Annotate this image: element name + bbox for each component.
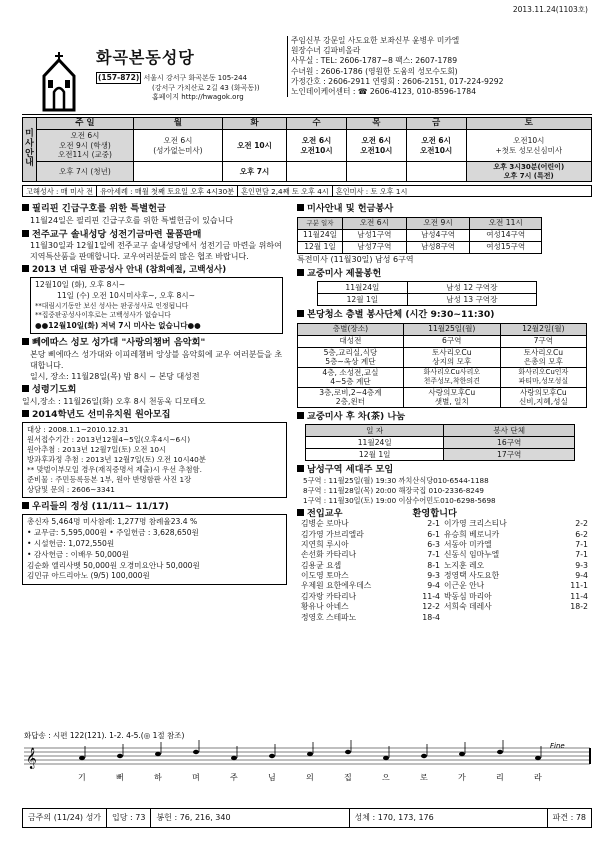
- table-cell: 여성14구역: [470, 229, 542, 241]
- lyric-syllable: 리: [496, 773, 504, 782]
- note-head: [155, 752, 161, 756]
- heading-text: 교중미사 후 차(茶) 나눔: [307, 410, 406, 422]
- care-phone: 가정간호 : 2606-2911 연령회 : 2606-2151, 017-224-9292: [291, 76, 504, 86]
- box-line: 총신자 5,464명 미사참례: 1,277명 참례율23.4 %: [27, 517, 198, 527]
- box-line: 11일 (수) 오전 10시미사후~, 오후 8시~: [57, 290, 195, 300]
- box-line: 김순화 엘리사벳 50,000원 오경미요안나 50,000원: [27, 560, 200, 570]
- newcomer-row: [301, 530, 588, 540]
- day-saturday: 토: [466, 118, 591, 130]
- table-cell: 5층,교리실,식당 5층~옥상 계단: [298, 347, 404, 367]
- lyric-syllable: 하: [154, 773, 162, 782]
- church-logo-icon: [40, 50, 78, 112]
- newcomer-district: 2-1: [427, 519, 440, 529]
- newcomer-row: [301, 519, 588, 529]
- box-line: 방과후과정 추첨 : 2013년 12월7일(토) 오전 10시40분: [27, 455, 206, 465]
- note-head: [345, 750, 351, 754]
- table-cell: 토사리오Cu 상지의 모후: [403, 347, 500, 367]
- box-line: 원서접수기간 : 2013년12월4~5일(오후4시~6시): [27, 435, 191, 445]
- note-head: [307, 752, 313, 756]
- marriage-interview-info: 혼인면담 2,4째 토 오후 4시: [238, 186, 333, 196]
- heading-text: 본당청소 층별 봉사단체 (시간 9:30~11:30): [307, 309, 495, 321]
- table-cell: 12월 1일: [318, 294, 408, 306]
- table-cell: 11월24일: [306, 437, 444, 449]
- newcomer-name: 서희숙 데레사: [444, 602, 492, 612]
- day-friday: 금: [406, 118, 466, 130]
- sacrament-bar: [22, 185, 592, 197]
- day-sunday: 주 일: [37, 118, 134, 130]
- box-line: 원아추첨 : 2013년 12월7일(토) 오전 10시: [27, 445, 167, 455]
- table-cell: 토사리오Cu 은총의 모후: [500, 347, 586, 367]
- table-cell: 7구역: [500, 335, 586, 347]
- section-heading: [297, 309, 592, 321]
- newcomer-name: 이근운 안나: [444, 581, 485, 591]
- newcomer-row: [301, 550, 588, 560]
- table-cell: 16구역: [444, 437, 575, 449]
- lyric-syllable: 뻐: [116, 773, 124, 782]
- newcomer-name: 신동식 임마누엘: [444, 550, 500, 560]
- mass-schedule-table: [22, 117, 592, 182]
- newcomer-district: 6-2: [575, 529, 588, 539]
- sched-cell: [346, 162, 406, 182]
- heading-text: 교중미사 제물봉헌: [307, 267, 382, 279]
- gift-offering-table: [317, 281, 537, 306]
- section-heading: [297, 203, 592, 215]
- section-text: 일시, 장소: 11월28일(목) 밤 8시 ~ 본당 대성전: [30, 372, 200, 382]
- table-cell: 여성15구역: [470, 241, 542, 253]
- psalm-label: 화답송 : 시편 122(121). 1-2. 4-5.(◎ 1절 참조): [24, 731, 185, 740]
- psalm-score: [22, 728, 592, 798]
- table-cell: 남성7구역: [343, 241, 407, 253]
- newcomer-row: [301, 592, 588, 602]
- table-cell: 남성 12 구역장: [407, 282, 536, 294]
- table-cell: 남성 13 구역장: [407, 294, 536, 306]
- col-header: 오전 6시: [343, 217, 407, 229]
- box-line: ●●12월10일(화) 저녁 7시 미사는 없습니다●●: [35, 320, 201, 330]
- cleaning-table: [297, 323, 587, 408]
- table-cell: 화사리오Cu인자 파티마,성모성실: [500, 367, 586, 387]
- staff-sister: 원장수녀 김파비올라: [291, 46, 361, 56]
- note-head: [421, 754, 427, 758]
- newcomer-row: [301, 581, 588, 591]
- newcomer-name: 김자랑 카타리나: [301, 591, 357, 601]
- box-line: 준비물 : 주민등록등본 1부, 원아 반명함판 사진 1장: [27, 475, 192, 485]
- church-address: [96, 72, 260, 102]
- staff-info: [287, 36, 591, 97]
- heading-text: 2014학년도 선미유치원 원아모집: [32, 408, 171, 420]
- section-heading: [22, 501, 287, 513]
- box-line: **대림시기동안 보신 성사는 판공성사로 인정됩니다: [35, 301, 189, 310]
- note-head: [193, 750, 199, 754]
- hymn-entrance: 입당 : 73: [107, 809, 151, 827]
- col-header: 일 자: [306, 425, 444, 437]
- table-cell: 화사리오Cu사리오 천주성모,착한의견: [403, 367, 500, 387]
- section-heading: [22, 384, 287, 396]
- newcomer-name: 유승희 베로니카: [444, 529, 500, 539]
- newcomer-name: 지연희 루시아: [301, 540, 349, 550]
- col-header: 봉사 단체: [444, 425, 575, 437]
- meeting-line: 1구역 : 11월30일(토) 19:00 이삼수어민도010-6298-5698: [303, 495, 496, 505]
- newcomer-name: 정영택 사도요한: [444, 571, 500, 581]
- note-head: [535, 756, 541, 760]
- table-cell: 6구역: [403, 335, 500, 347]
- newcomer-name: 노지훈 레오: [444, 560, 485, 570]
- section-heading: [22, 337, 287, 349]
- sched-cell: 오후 7시 (청년): [37, 162, 134, 182]
- table-cell: 남성8구역: [406, 241, 470, 253]
- heading-text: 우리들의 정성 (11/11~ 11/17): [32, 500, 169, 512]
- newcomer-district: 18-2: [570, 602, 588, 612]
- note-head: [231, 756, 237, 760]
- lyric-syllable: 며: [192, 773, 200, 782]
- newcomer-district: 11-4: [422, 591, 440, 601]
- note-head: [117, 754, 123, 758]
- newcomer-row: [301, 602, 588, 612]
- heading-text: 미사안내 및 헌금봉사: [307, 203, 394, 214]
- box-line: ** 맞벌이부모일 경우(재직증명서 제출)시 우선 추첨함.: [27, 465, 202, 475]
- hymn-communion: 성체 : 170, 173, 176: [350, 809, 548, 827]
- header-divider: [22, 114, 592, 115]
- table-cell: 11월24일: [298, 229, 343, 241]
- heading-text: 남성구역 세대주 모임: [307, 464, 394, 476]
- section-heading: [22, 265, 287, 276]
- hymn-title: 금주의 (11/24) 성가: [23, 809, 107, 827]
- lyrics-row: [78, 740, 542, 782]
- newcomer-district: 18-4: [422, 612, 440, 622]
- newcomer-list: [297, 519, 592, 623]
- note-head: [79, 756, 85, 760]
- welcome-text: 환영합니다: [412, 507, 457, 519]
- box-line: 12월10일 (화), 오후 8시~: [35, 280, 126, 290]
- box-line: • 교무금: 5,595,000원 • 주일헌금 : 3,628,650원: [27, 528, 199, 538]
- sched-cell: [287, 162, 347, 182]
- sched-cell: 오전 6시 (성가없는미사): [133, 130, 222, 162]
- table-cell: 대성전: [298, 335, 404, 347]
- lyric-syllable: 의: [306, 773, 314, 782]
- kindergarten-box: [22, 422, 287, 497]
- newcomer-district: 8-1: [427, 560, 440, 570]
- table-cell: 11월24일: [318, 282, 408, 294]
- note-head: [459, 752, 465, 756]
- baptism-info: 유아세례 : 매월 첫째 토요일 오후 4시30분: [97, 186, 238, 196]
- newcomer-district: [558, 613, 588, 623]
- newcomer-district: 12-2: [422, 602, 440, 612]
- day-tuesday: 화: [222, 118, 286, 130]
- newcomer-name: 김병순 로마나: [301, 519, 349, 529]
- lyric-syllable: 로: [420, 773, 428, 782]
- lyric-syllable: 님: [268, 773, 276, 782]
- heading-text: 뻬에따스 성모 성가대 "사랑의챔버 음악회": [32, 337, 206, 349]
- box-line: **집중판공성사이후로는 고백성사가 없습니다: [35, 311, 171, 320]
- address-line-1: 서울시 강서구 화곡본동 105-244: [143, 74, 248, 82]
- newcomer-name: 박동심 마리아: [444, 591, 492, 601]
- table-cell: 12월 1일: [298, 241, 343, 253]
- convent-phone: 수녀원 : 2606-1786 (영원한 도움의 성모수도회): [291, 66, 458, 76]
- newcomer-name: [444, 613, 554, 623]
- lyric-syllable: 가: [458, 773, 466, 782]
- section-heading: [22, 229, 287, 241]
- newcomer-district: 9-3: [427, 571, 440, 581]
- offering-box: [22, 514, 287, 585]
- table-cell: 3층,로비,2~4층계 2층,왼터: [298, 387, 404, 407]
- box-line: • 감사헌금 : 이배우 50,000원: [27, 549, 129, 559]
- hymn-offertory: 봉헌 : 76, 216, 340: [151, 809, 349, 827]
- hymn-footer: [22, 808, 592, 828]
- section-heading: [297, 411, 592, 423]
- sched-cell: 오전 6시 오전10시: [346, 130, 406, 162]
- mass-offering-table: [297, 217, 542, 254]
- table-cell: 사랑의모후Cu 신비,지혜,성실: [500, 387, 586, 407]
- sched-cell: 오전 6시 오전10시: [287, 130, 347, 162]
- newcomer-name: 이가영 크리스티나: [444, 519, 507, 529]
- homepage-link[interactable]: 홈페이지 http://hwagok.org: [152, 92, 244, 101]
- confession-box: [30, 277, 283, 334]
- issue-date: 2013.11.24(1103호): [512, 5, 588, 14]
- newcomer-name: 황유나 아녜스: [301, 602, 349, 612]
- box-line: 김민규 아드리아노 (9/5) 100,000원: [27, 571, 150, 581]
- staff-priests: 주임신부 강문일 사도요한 보좌신부 윤병우 미카엘: [291, 36, 460, 45]
- heading-text: 전입교우: [307, 507, 343, 519]
- tea-table: [305, 424, 575, 461]
- newcomer-district: 11-4: [570, 591, 588, 601]
- section-heading: [297, 464, 592, 476]
- wedding-mass-info: 혼인미사 : 토 오후 1시: [335, 187, 408, 196]
- treble-clef-icon: 𝄞: [26, 748, 37, 769]
- newcomer-name: 정영호 스테파노: [301, 612, 357, 622]
- heading-text: 2013 년 대림 판공성사 안내 (참회예절, 고백성사): [32, 264, 227, 275]
- newcomer-name: 이도영 토마스: [301, 571, 349, 581]
- newcomer-row: [301, 561, 588, 571]
- section-text: 일시,장소 : 11월26일(화) 오후 8시 천동욱 디모테오: [22, 396, 206, 406]
- newcomer-district: 9-4: [427, 581, 440, 591]
- col-header: 구분 일자: [298, 217, 343, 229]
- right-column: [297, 203, 592, 623]
- newcomer-district: 6-1: [427, 529, 440, 539]
- section-text: 11월24일은 필리핀 긴급구호를 위한 특별헌금이 있습니다: [30, 215, 234, 225]
- lyric-syllable: 집: [344, 773, 352, 782]
- day-monday: 월: [133, 118, 222, 130]
- day-wednesday: 수: [287, 118, 347, 130]
- newcomer-row: [301, 613, 588, 623]
- daycare-phone: 노인데이케어센터 : ☎ 2606-4123, 010-8596-1784: [291, 87, 477, 97]
- newcomer-district: 9-4: [575, 571, 588, 581]
- section-heading: [297, 268, 592, 280]
- newcomer-district: 2-2: [575, 519, 588, 529]
- table-cell: 17구역: [444, 449, 575, 461]
- table-cell: 남성1구역: [343, 229, 407, 241]
- newcomer-district: 9-3: [575, 560, 588, 570]
- postcode: (157-872): [98, 73, 140, 82]
- col-header: 11월25일(월): [403, 323, 500, 335]
- sched-cell: 오후 7시: [222, 162, 286, 182]
- fine-mark: Fine: [550, 742, 565, 750]
- heading-text: 성령기도회: [32, 384, 77, 396]
- table-cell: 사랑의모후Cu 샛별, 일치: [403, 387, 500, 407]
- newcomer-name: 우제원 요한에우데스: [301, 581, 372, 591]
- section-heading: [22, 409, 287, 421]
- left-column: [22, 203, 287, 585]
- newcomer-district: 7-1: [575, 550, 588, 560]
- newcomer-name: 손선화 카타리나: [301, 550, 357, 560]
- section-text: 11월30일과 12월1일에 전주교구 솔내성당에서 성전기금 마련을 위하여 지역특산품을 판매합니다. 교우여러분들의 많은 협조 바랍니다.: [30, 241, 282, 262]
- sched-cell: 오후 3시30분(어린이) 오후 7시 (특전): [466, 162, 591, 182]
- note-head: [269, 754, 275, 758]
- table-cell: 4층, 소성전,교실 4~5층 계단: [298, 367, 404, 387]
- box-line: 상담및 문의 : 2606~3341: [27, 484, 115, 494]
- box-line: 대상 : 2008.1.1~2010.12.31: [27, 425, 129, 435]
- newcomer-row: [301, 571, 588, 581]
- heading-text: 필리핀 긴급구호를 위한 특별헌금: [32, 203, 166, 214]
- newcomer-name: 김가영 가브리엘라: [301, 529, 364, 539]
- newcomer-name: 서동아 미카엘: [444, 540, 492, 550]
- section-text: 본당 삐에따스 성가대와 이피레챔버 앙상블 음악회에 교우 여러분들을 초대합니다.: [30, 349, 283, 370]
- newcomer-name: 김용균 요셉: [301, 560, 342, 570]
- day-thursday: 목: [346, 118, 406, 130]
- col-header: 층별(장소): [298, 323, 404, 335]
- newcomer-row: [301, 540, 588, 550]
- table-cell: 12월 1일: [306, 449, 444, 461]
- sched-cell: 오전10시 +첫토 성모신심미사: [466, 130, 591, 162]
- note-head: [497, 750, 503, 754]
- section-heading: [22, 203, 287, 215]
- col-header: 12월2일(월): [500, 323, 586, 335]
- col-header: 오전 9시: [406, 217, 470, 229]
- newcomer-district: 7-1: [575, 540, 588, 550]
- schedule-side-label: 미 사 안 내: [23, 118, 37, 182]
- sched-cell: 오전 6시 오전10시: [406, 130, 466, 162]
- lyric-syllable: 라: [534, 773, 542, 782]
- confession-info: 고해성사 : 매 미사 전: [23, 186, 97, 196]
- lyric-syllable: 주: [230, 773, 238, 782]
- lyric-syllable: 기: [78, 773, 86, 782]
- staff-lines: [24, 748, 590, 764]
- vigil-mass-note: 특전미사 (11월30일) 남성 6구역: [297, 254, 414, 264]
- sched-cell: 오전 10시: [222, 130, 286, 162]
- hymn-dismissal: 파견 : 78: [552, 813, 586, 822]
- sched-cell: [406, 162, 466, 182]
- lyric-syllable: 으: [382, 773, 390, 782]
- newcomer-district: 7-1: [427, 550, 440, 560]
- sched-cell: 오전 6시 오전 9시 (학생) 오전11시 (교중): [37, 130, 134, 162]
- section-heading: [297, 508, 592, 520]
- church-name: 화곡본동성당: [96, 48, 195, 67]
- heading-text: 전주교구 솔내성당 성전기금마련 물품판매: [32, 228, 202, 240]
- newcomer-district: 11-1: [570, 581, 588, 591]
- meeting-line: 8구역 : 11월28일(목) 20:00 해장국집 010-2336-8249: [303, 485, 485, 495]
- newcomer-district: 6-3: [427, 540, 440, 550]
- meeting-line: 5구역 : 11월25일(월) 19:30 까치산식당010-6544-1188: [303, 475, 489, 485]
- address-line-2: (강서구 가치산로 2길 43 (화곡동)): [152, 83, 260, 92]
- note-head: [383, 756, 389, 760]
- district-meetings: [297, 476, 592, 506]
- table-cell: 남성4구역: [406, 229, 470, 241]
- col-header: 오전 11시: [470, 217, 542, 229]
- sched-cell: [133, 162, 222, 182]
- box-line: • 시설헌금: 1,072,550원: [27, 538, 115, 548]
- office-phone: 사무실 : TEL: 2606-1787~8 팩스: 2607-1789: [291, 56, 458, 66]
